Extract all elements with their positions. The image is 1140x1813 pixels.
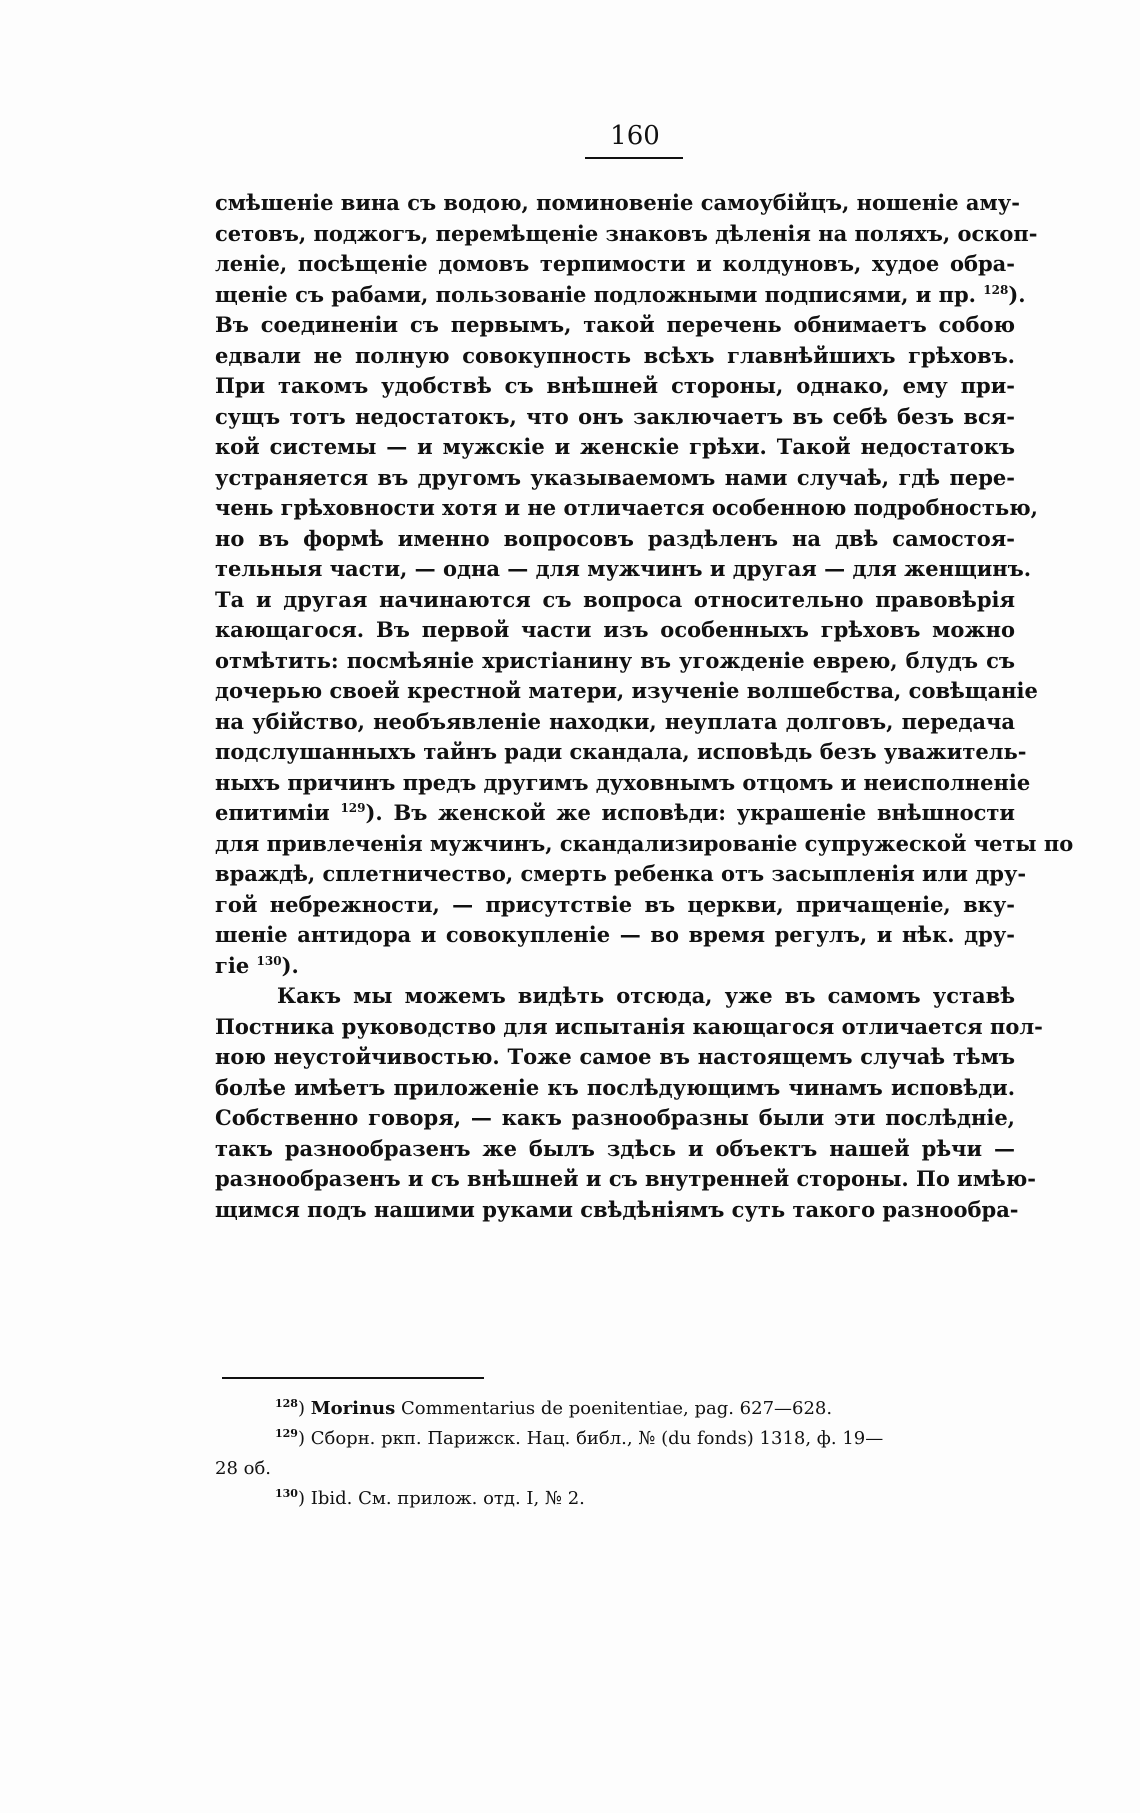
- text-line: [215, 280, 1026, 311]
- text-segment: ).: [281, 952, 299, 978]
- text-line: для привлеченія мужчинъ, скандализированіе супружеской четы по: [215, 830, 1074, 856]
- footnotes: [215, 1394, 1015, 1514]
- text-line: Въ соединеніи съ первымъ, такой перечень обнимаетъ собою: [215, 312, 1015, 337]
- text-line: [215, 951, 1015, 982]
- text-line: гой небрежности, — присутствіе въ церкви, причащеніе, вку-: [215, 891, 1015, 917]
- text-line: Постника руководство для испытанія кающагося отличается пол-: [215, 1013, 1043, 1039]
- text-line: чень грѣховности хотя и не отличается особенною подробностью,: [215, 495, 1038, 520]
- text-segment: гіе: [215, 952, 250, 978]
- text-line: леніе, посѣщеніе домовъ терпимости и колдуновъ, худое обра-: [215, 251, 1015, 276]
- text-line: болѣе имѣетъ приложеніе къ послѣдующимъ чинамъ исповѣди.: [215, 1074, 1015, 1100]
- text-line: Собственно говоря, — какъ разнообразны были эти послѣдніе,: [215, 1105, 1015, 1130]
- text-segment: ). Въ женской же исповѣди: украшеніе внѣшности: [365, 800, 1016, 825]
- paragraph-1: [215, 188, 1074, 981]
- footnote-129-continuation: 28 об.: [215, 1458, 272, 1479]
- text-line: Та и другая начинаются съ вопроса относительно правовѣрія: [215, 586, 1015, 612]
- page-number: 160: [610, 121, 660, 151]
- footnote-mark: 128: [275, 1397, 298, 1410]
- text-segment: ).: [1008, 281, 1026, 307]
- footnote-rule: [222, 1377, 484, 1379]
- text-line: При такомъ удобствѣ съ внѣшней стороны, однако, ему при-: [215, 373, 1015, 398]
- page-number-rule: [585, 157, 683, 159]
- footnote-ref-128: 128: [983, 282, 1009, 297]
- text-line: враждѣ, сплетничество, смерть ребенка отъ засыпленія или дру-: [215, 861, 1027, 886]
- footnote-128: $^{128}$) Morinus Commentarius de poenitentiae, pag. 627—628.: [275, 1397, 833, 1419]
- text-line: едвали не полную совокупность всѣхъ главнѣйшихъ грѣховъ.: [215, 342, 1015, 368]
- text-line: такъ разнообразенъ же былъ здѣсь и объектъ нашей рѣчи —: [215, 1135, 1015, 1161]
- footnote-text: Сборн. ркп. Парижск. Нац. библ., № (du fonds) 1318, ф. 19—: [310, 1428, 884, 1449]
- footnote-130: $^{130}$) Ibid. См. прилож. отд. I, № 2.: [275, 1487, 585, 1509]
- text-line: Какъ мы можемъ видѣть отсюда, уже въ самомъ уставѣ: [277, 983, 1015, 1008]
- text-line: но въ формѣ именно вопросовъ раздѣленъ на двѣ самостоя-: [215, 525, 1015, 551]
- text-line: устраняется въ другомъ указываемомъ нами случаѣ, гдѣ пере-: [215, 464, 1015, 490]
- text-line: тельныя части, — одна — для мужчинъ и другая — для женщинъ.: [215, 556, 1032, 581]
- footnote-author: Morinus: [310, 1398, 396, 1419]
- text-line: ныхъ причинъ предъ другимъ духовнымъ отцомъ и неисполненіе: [215, 769, 1031, 795]
- text-segment: епитиміи: [215, 800, 330, 825]
- text-line: дочерью своей крестной матери, изученіе волшебства, совѣщаніе: [215, 678, 1038, 703]
- text-line: подслушанныхъ тайнъ ради скандала, исповѣдь безъ уважитель-: [215, 739, 1027, 764]
- text-line: шеніе антидора и совокупленіе — во время регулъ, и нѣк. дру-: [215, 922, 1015, 947]
- footnote-129: $^{129}$) Сборн. ркп. Парижск. Нац. библ., № (du fonds) 1318, ф. 19—: [275, 1427, 884, 1449]
- text-line: [215, 798, 1015, 829]
- text-line: кающагося. Въ первой части изъ особенныхъ грѣховъ можно: [215, 617, 1015, 642]
- footnote-ref-129: 129: [340, 801, 366, 815]
- text-line: кой системы — и мужскіе и женскіе грѣхи. Такой недостатокъ: [215, 434, 1015, 459]
- text-line: сетовъ, поджогъ, перемѣщеніе знаковъ дѣленія на поляхъ, оскоп-: [215, 220, 1038, 246]
- text-line: смѣшеніе вина съ водою, поминовеніе самоубійцъ, ношеніе аму-: [215, 190, 1020, 215]
- footnote-text: Commentarius de poenitentiae, pag. 627—628.: [401, 1398, 833, 1419]
- paragraph-2: [215, 981, 1043, 1225]
- text-line: ною неустойчивостью. Тоже самое въ настоящемъ случаѣ тѣмъ: [215, 1044, 1015, 1069]
- text-line: сущъ тотъ недостатокъ, что онъ заключаетъ въ себѣ безъ вся-: [215, 403, 1015, 429]
- text-line: разнообразенъ и съ внѣшней и съ внутренней стороны. По имѣю-: [215, 1166, 1036, 1191]
- footnote-mark: 130: [275, 1487, 298, 1500]
- footnote-text: Ibid. См. прилож. отд. I, № 2.: [310, 1488, 585, 1509]
- footnote-ref-130: 130: [256, 953, 282, 968]
- footnote-mark: 129: [275, 1427, 298, 1440]
- text-line: отмѣтить: посмѣяніе христіанину въ угожденіе еврею, блудъ съ: [215, 647, 1015, 673]
- body-text: [215, 188, 1074, 1225]
- text-line: на убійство, необъявленіе находки, неуплата долговъ, передача: [215, 708, 1015, 734]
- text-line: щимся подъ нашими руками свѣдѣніямъ суть такого разнообра-: [215, 1196, 1019, 1222]
- text-segment: щеніе съ рабами, пользованіе подложными подписями, и пр.: [215, 281, 976, 307]
